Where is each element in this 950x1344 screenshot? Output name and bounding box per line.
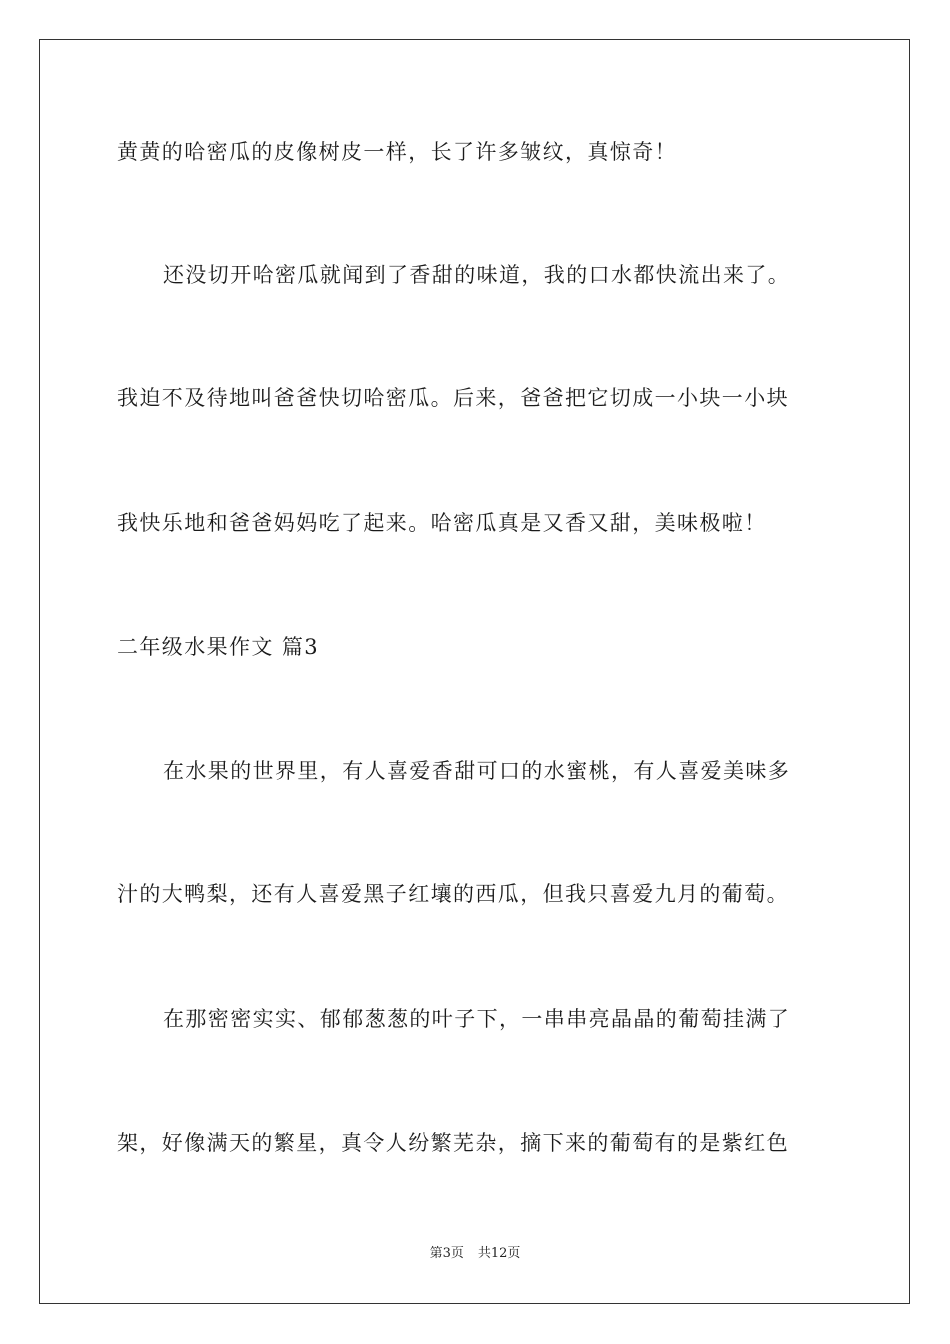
page-number: 第3页 <box>429 1246 464 1261</box>
page-total: 共12页 <box>477 1246 521 1261</box>
page-frame <box>39 39 910 1304</box>
paragraph-line: 在那密密实实、郁郁葱葱的叶子下，一串串亮晶晶的葡萄挂满了 <box>163 1007 791 1031</box>
paragraph-line: 还没切开哈密瓜就闻到了香甜的味道，我的口水都快流出来了。 <box>163 263 791 287</box>
paragraph-line: 我快乐地和爸爸妈妈吃了起来。哈密瓜真是又香又甜，美味极啦！ <box>117 511 767 535</box>
paragraph-line: 架，好像满天的繁星，真令人纷繁芜杂，摘下来的葡萄有的是紫红色 <box>117 1131 789 1155</box>
paragraph-line: 黄黄的哈密瓜的皮像树皮一样，长了许多皱纹，真惊奇！ <box>117 140 677 164</box>
page-footer <box>0 1245 950 1263</box>
paragraph-line: 在水果的世界里，有人喜爱香甜可口的水蜜桃，有人喜爱美味多 <box>163 759 791 783</box>
section-heading: 二年级水果作文 篇3 <box>117 635 320 659</box>
paragraph-line: 汁的大鸭梨，还有人喜爱黑子红壤的西瓜，但我只喜爱九月的葡萄。 <box>117 882 789 906</box>
paragraph-line: 我迫不及待地叫爸爸快切哈密瓜。后来，爸爸把它切成一小块一小块 <box>117 386 789 410</box>
